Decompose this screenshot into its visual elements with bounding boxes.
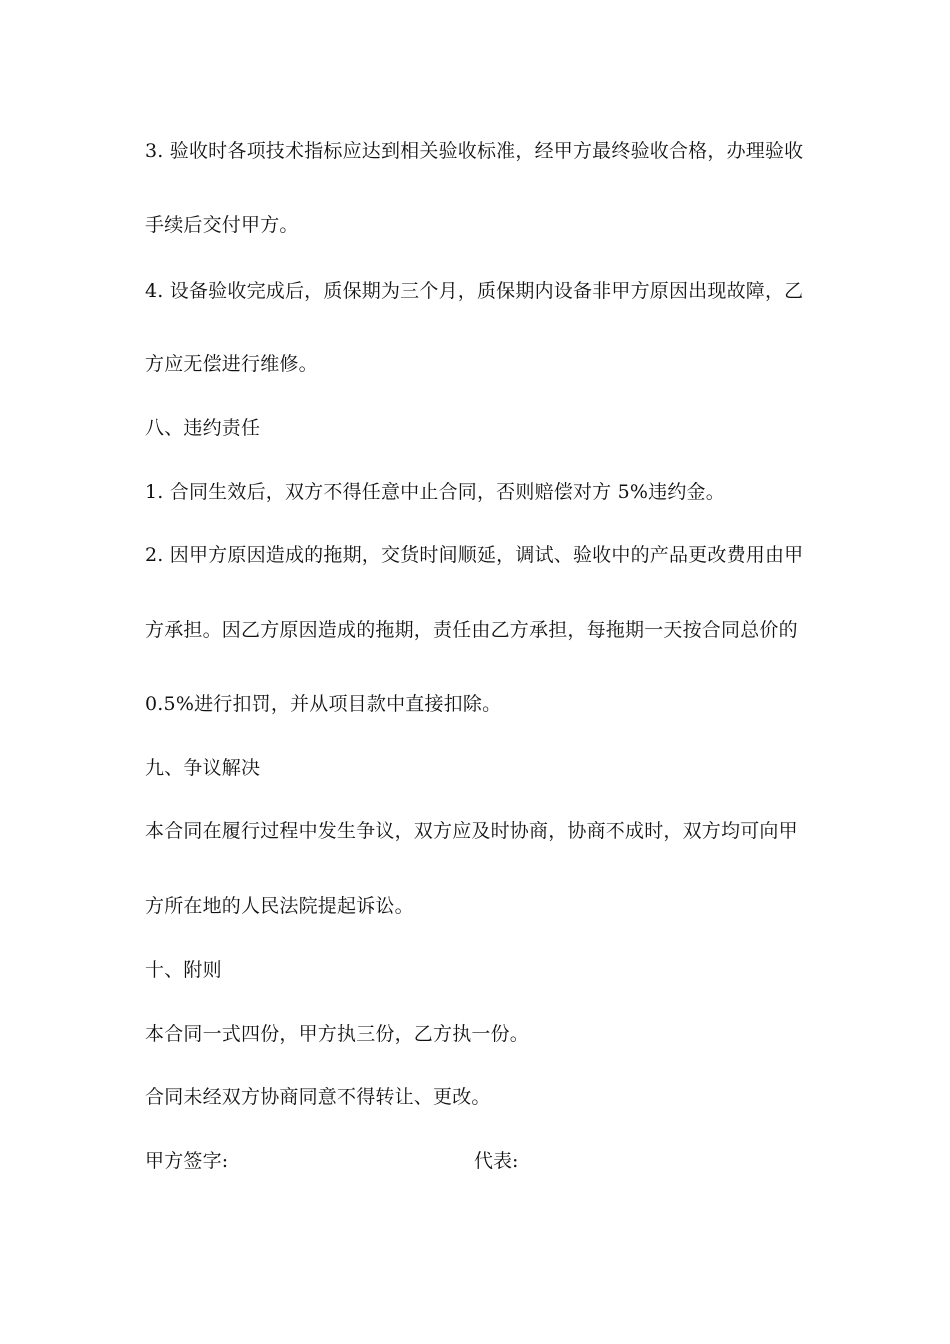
section-9-text-line-2: 方所在地的人民法院提起诉讼。 (145, 895, 414, 917)
section-10-copies: 本合同一式四份，甲方执三份，乙方执一份。 (145, 1023, 530, 1045)
section-9-heading: 九、争议解决 (145, 757, 261, 779)
party-a-signature-label: 甲方签字: (145, 1150, 229, 1172)
clause-8-2-line-2: 方承担。因乙方原因造成的拖期，责任由乙方承担，每拖期一天按合同总价的 (145, 619, 798, 641)
section-10-transfer: 合同未经双方协商同意不得转让、更改。 (145, 1086, 491, 1108)
section-8-heading: 八、违约责任 (145, 417, 261, 439)
clause-7-3-line-2: 手续后交付甲方。 (145, 214, 299, 236)
representative-label: 代表: (474, 1150, 519, 1172)
clause-8-2-line-1: 2. 因甲方原因造成的拖期，交货时间顺延，调试、验收中的产品更改费用由甲 (145, 544, 804, 566)
clause-7-3-line-1: 3. 验收时各项技术指标应达到相关验收标准，经甲方最终验收合格，办理验收 (145, 140, 804, 162)
clause-8-2-line-3: 0.5%进行扣罚，并从项目款中直接扣除。 (145, 693, 502, 715)
clause-7-4-line-2: 方应无偿进行维修。 (145, 353, 318, 375)
clause-7-4-line-1: 4. 设备验收完成后，质保期为三个月，质保期内设备非甲方原因出现故障，乙 (145, 280, 804, 302)
clause-8-1: 1. 合同生效后，双方不得任意中止合同，否则赔偿对方 5%违约金。 (145, 481, 725, 503)
section-9-text-line-1: 本合同在履行过程中发生争议，双方应及时协商，协商不成时，双方均可向甲 (145, 820, 798, 842)
section-10-heading: 十、附则 (145, 959, 222, 981)
